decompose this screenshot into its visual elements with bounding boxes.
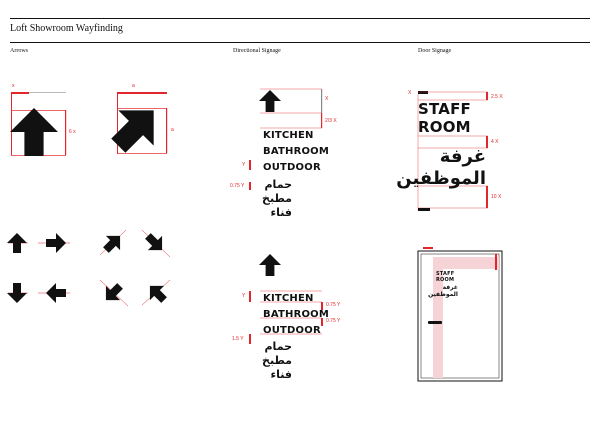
dim-bottom-15y: 1.5 Y (232, 336, 244, 342)
directional-bottom-english (263, 291, 329, 339)
dim-bottom-y: Y (242, 293, 246, 299)
door-arabic-line-1: غرفة (439, 146, 486, 167)
dim-a-side-label: a (171, 127, 174, 133)
mini-staff: STAFF (436, 271, 455, 277)
dim-a-top-label: a (132, 83, 135, 89)
arrow-set (7, 229, 171, 307)
up-arrow-construction (10, 92, 66, 156)
dim-bottom-075y-b: 0.75 Y (326, 318, 341, 324)
directional-top-arabic (262, 178, 292, 220)
directional-top-english (263, 128, 329, 176)
mini-arabic-1: غرفة (442, 284, 458, 291)
door-arabic-line-2: الموظفين (396, 168, 486, 189)
door-sign-arabic (396, 146, 486, 190)
sign-line-outdoor: OUTDOOR (263, 162, 321, 173)
dim-top-x: X (325, 96, 329, 102)
sign-line-outdoor: OUTDOOR (263, 325, 321, 336)
door-mini-sign-english (436, 271, 454, 283)
dim-6x-label: 6 x (69, 129, 76, 135)
door-sign-room: ROOM (418, 118, 471, 136)
dim-bottom-075y-a: 0.75 Y (326, 302, 341, 308)
sign-line-bathroom: BATHROOM (263, 309, 330, 320)
sign-line-bathroom: BATHROOM (263, 146, 330, 157)
door-sign-staff: STAFF (418, 100, 471, 118)
page-title: Loft Showroom Wayfinding (10, 23, 123, 34)
dim-top-075y: 0.75 Y (230, 183, 245, 189)
arabic-line-2: مطبخ (262, 354, 292, 367)
arabic-line-3: فناء (270, 206, 292, 219)
dim-top-two-thirds-x: 2/3 X (325, 118, 337, 124)
door-illustration (418, 247, 502, 381)
mini-room: ROOM (436, 277, 455, 283)
sign-line-kitchen: KITCHEN (263, 293, 314, 304)
directional-bottom-arabic (262, 340, 292, 382)
dim-door-4x: 4 X (491, 139, 499, 145)
sign-line-kitchen: KITCHEN (263, 130, 314, 141)
dim-door-10x: 10 X (491, 194, 502, 200)
section-arrows-label: Arrows (10, 48, 28, 54)
mini-arabic-2: الموظفين (428, 291, 458, 298)
arabic-line-2: مطبخ (262, 192, 292, 205)
door-mini-sign-arabic (428, 284, 458, 298)
arabic-line-3: فناء (270, 368, 292, 381)
section-directional-label: Directional Signage (233, 48, 281, 54)
dim-door-25x: 2.5 X (491, 94, 503, 100)
door-sign-english (418, 100, 471, 136)
section-door-label: Door Signage (418, 48, 452, 54)
dim-top-y: Y (242, 162, 246, 168)
dim-door-x: X (408, 90, 412, 96)
arabic-line-1: حمام (264, 340, 292, 353)
diagonal-arrow-construction (101, 92, 172, 163)
dim-x-label: x (12, 83, 15, 89)
arabic-line-1: حمام (264, 178, 292, 191)
